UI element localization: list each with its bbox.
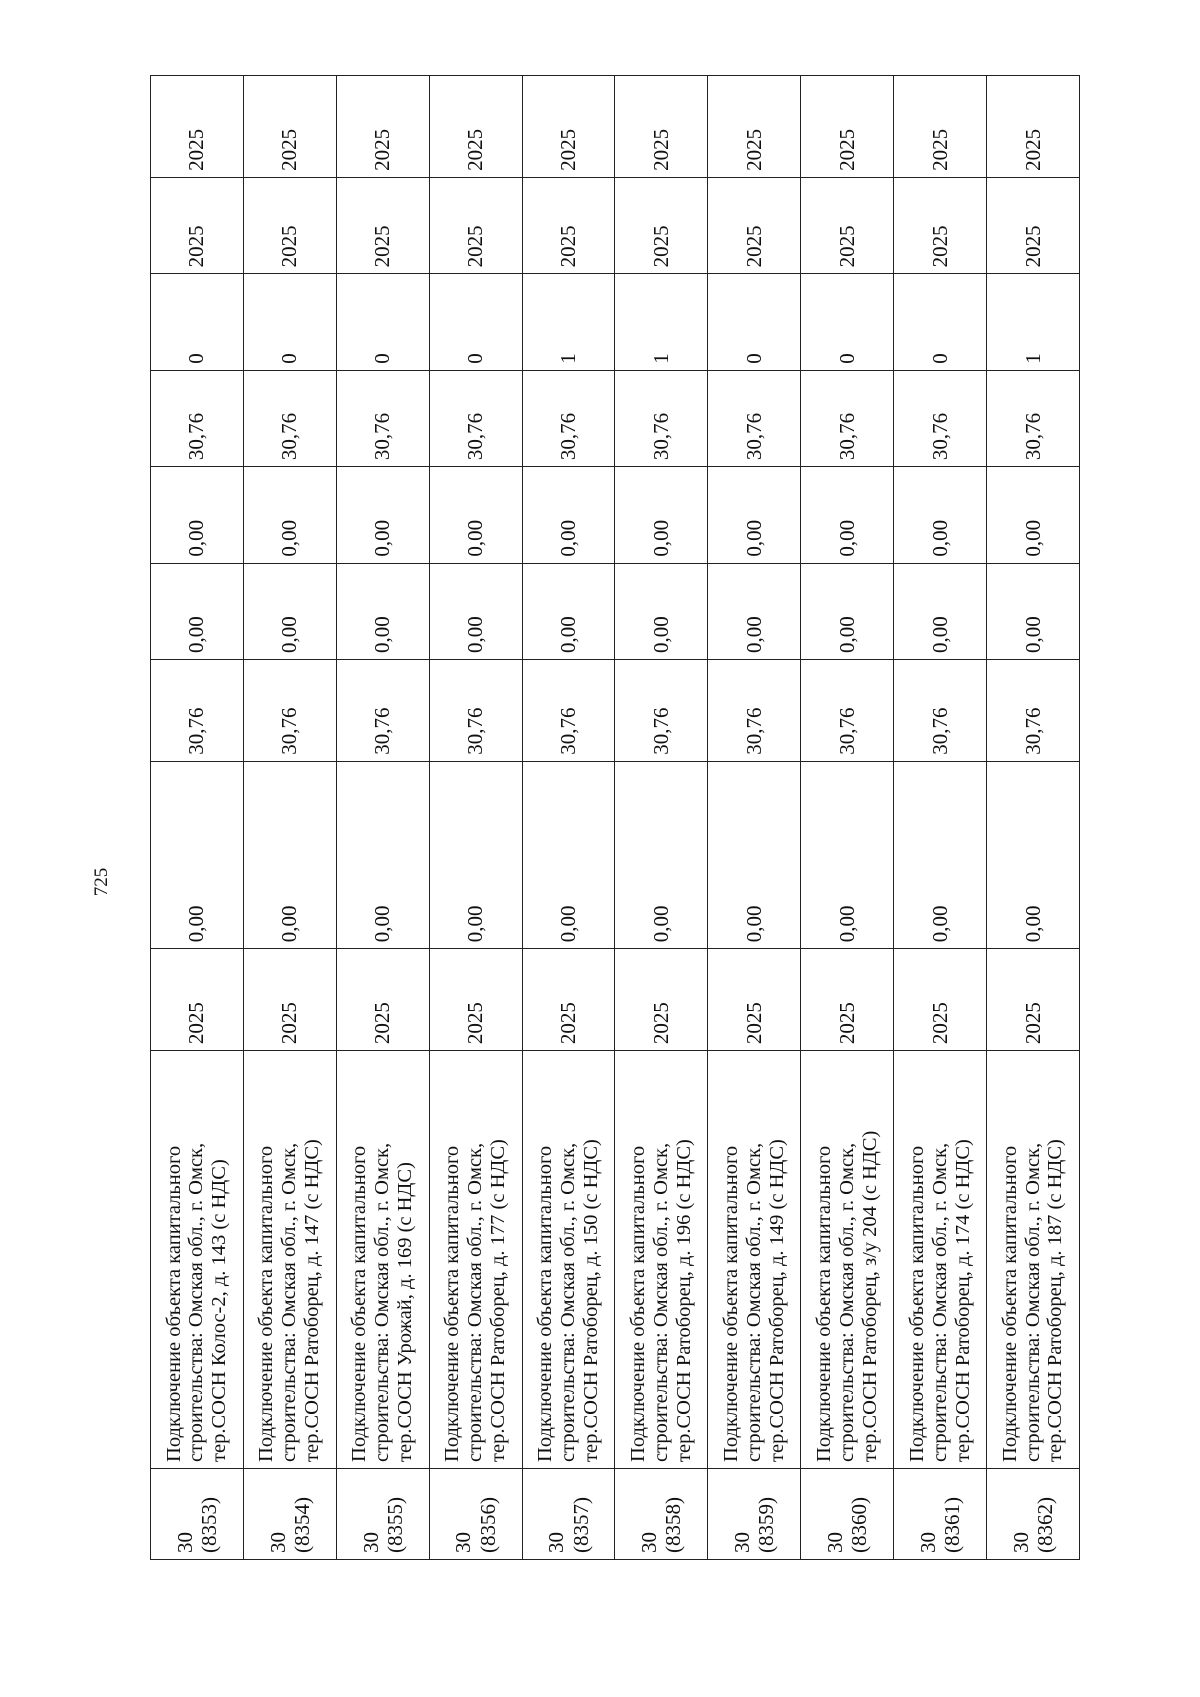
value-cell: 30,76 bbox=[151, 370, 244, 466]
row-number: 30 bbox=[915, 1532, 940, 1553]
value-cell: 0,00 bbox=[801, 563, 894, 659]
page-number: 725 bbox=[91, 867, 112, 897]
start-year-cell: 2025 bbox=[522, 177, 615, 273]
count-cell: 0 bbox=[429, 274, 522, 370]
description-cell: Подключение объекта капитального строительства: Омская обл., г. Омск, тер.СОСН Ратоборец, д. 187 (с НДС) bbox=[987, 1051, 1080, 1469]
value-cell: 0,00 bbox=[615, 563, 708, 659]
value-cell: 30,76 bbox=[429, 660, 522, 762]
value-cell: 30,76 bbox=[801, 370, 894, 466]
row-code: (8361) bbox=[940, 1497, 965, 1553]
rotated-table-container bbox=[150, 75, 1080, 1560]
value-cell: 0,00 bbox=[336, 563, 429, 659]
year-cell: 2025 bbox=[522, 949, 615, 1051]
row-number: 30 bbox=[1008, 1532, 1033, 1553]
value-cell: 0,00 bbox=[151, 563, 244, 659]
value-cell: 30,76 bbox=[522, 660, 615, 762]
value-cell: 30,76 bbox=[429, 370, 522, 466]
table-row bbox=[429, 76, 522, 1560]
row-id-cell bbox=[801, 1468, 894, 1559]
value-cell: 0,00 bbox=[708, 761, 801, 949]
row-code: (8354) bbox=[289, 1497, 314, 1553]
description-cell: Подключение объекта капитального строительства: Омская обл., г. Омск, тер.СОСН Урожай, д. 169 (с НДС) bbox=[336, 1051, 429, 1469]
year-cell: 2025 bbox=[708, 949, 801, 1051]
end-year-cell: 2025 bbox=[801, 76, 894, 178]
value-cell: 0,00 bbox=[894, 563, 987, 659]
row-id-cell bbox=[894, 1468, 987, 1559]
row-code: (8356) bbox=[475, 1497, 500, 1553]
row-code: (8360) bbox=[847, 1497, 872, 1553]
end-year-cell: 2025 bbox=[151, 76, 244, 178]
end-year-cell: 2025 bbox=[522, 76, 615, 178]
value-cell: 30,76 bbox=[336, 660, 429, 762]
table-row bbox=[522, 76, 615, 1560]
value-cell: 30,76 bbox=[987, 660, 1080, 762]
value-cell: 0,00 bbox=[522, 563, 615, 659]
row-code: (8355) bbox=[382, 1497, 407, 1553]
row-number: 30 bbox=[172, 1532, 197, 1553]
value-cell: 30,76 bbox=[615, 370, 708, 466]
count-cell: 0 bbox=[336, 274, 429, 370]
value-cell: 0,00 bbox=[243, 467, 336, 563]
year-cell: 2025 bbox=[151, 949, 244, 1051]
row-id-cell bbox=[336, 1468, 429, 1559]
table-body bbox=[151, 76, 1080, 1560]
description-cell: Подключение объекта капитального строительства: Омская обл., г. Омск, тер.СОСН Ратоборец, д. 177 (с НДС) bbox=[429, 1051, 522, 1469]
start-year-cell: 2025 bbox=[708, 177, 801, 273]
value-cell: 0,00 bbox=[151, 761, 244, 949]
year-cell: 2025 bbox=[336, 949, 429, 1051]
count-cell: 1 bbox=[615, 274, 708, 370]
end-year-cell: 2025 bbox=[708, 76, 801, 178]
value-cell: 0,00 bbox=[987, 761, 1080, 949]
table-row bbox=[894, 76, 987, 1560]
table-row bbox=[801, 76, 894, 1560]
table-row bbox=[336, 76, 429, 1560]
row-id-cell bbox=[987, 1468, 1080, 1559]
end-year-cell: 2025 bbox=[987, 76, 1080, 178]
value-cell: 0,00 bbox=[894, 761, 987, 949]
value-cell: 0,00 bbox=[708, 563, 801, 659]
count-cell: 0 bbox=[243, 274, 336, 370]
row-code: (8357) bbox=[568, 1497, 593, 1553]
value-cell: 0,00 bbox=[243, 563, 336, 659]
value-cell: 0,00 bbox=[429, 563, 522, 659]
row-number: 30 bbox=[544, 1532, 569, 1553]
year-cell: 2025 bbox=[801, 949, 894, 1051]
row-id-cell bbox=[615, 1468, 708, 1559]
row-number: 30 bbox=[358, 1532, 383, 1553]
row-code: (8353) bbox=[196, 1497, 221, 1553]
value-cell: 0,00 bbox=[615, 761, 708, 949]
value-cell: 0,00 bbox=[522, 761, 615, 949]
table-row bbox=[987, 76, 1080, 1560]
table-row bbox=[708, 76, 801, 1560]
table-row bbox=[243, 76, 336, 1560]
year-cell: 2025 bbox=[987, 949, 1080, 1051]
start-year-cell: 2025 bbox=[336, 177, 429, 273]
start-year-cell: 2025 bbox=[429, 177, 522, 273]
value-cell: 30,76 bbox=[243, 370, 336, 466]
end-year-cell: 2025 bbox=[336, 76, 429, 178]
row-id-cell bbox=[522, 1468, 615, 1559]
count-cell: 1 bbox=[522, 274, 615, 370]
start-year-cell: 2025 bbox=[151, 177, 244, 273]
investment-table bbox=[150, 75, 1080, 1560]
row-id-cell bbox=[243, 1468, 336, 1559]
count-cell: 1 bbox=[987, 274, 1080, 370]
row-code: (8362) bbox=[1033, 1497, 1057, 1553]
value-cell: 0,00 bbox=[894, 467, 987, 563]
count-cell: 0 bbox=[151, 274, 244, 370]
year-cell: 2025 bbox=[615, 949, 708, 1051]
row-number: 30 bbox=[730, 1532, 755, 1553]
description-cell: Подключение объекта капитального строительства: Омская обл., г. Омск, тер.СОСН Ратоборец, д. 149 (с НДС) bbox=[708, 1051, 801, 1469]
description-cell: Подключение объекта капитального строительства: Омская обл., г. Омск, тер.СОСН Колос-2, д. 143 (с НДС) bbox=[151, 1051, 244, 1469]
count-cell: 0 bbox=[894, 274, 987, 370]
value-cell: 0,00 bbox=[987, 467, 1080, 563]
value-cell: 0,00 bbox=[987, 563, 1080, 659]
start-year-cell: 2025 bbox=[801, 177, 894, 273]
count-cell: 0 bbox=[708, 274, 801, 370]
year-cell: 2025 bbox=[243, 949, 336, 1051]
row-number: 30 bbox=[265, 1532, 290, 1553]
description-cell: Подключение объекта капитального строительства: Омская обл., г. Омск, тер.СОСН Ратоборец, д. 174 (с НДС) bbox=[894, 1051, 987, 1469]
value-cell: 0,00 bbox=[429, 467, 522, 563]
value-cell: 30,76 bbox=[243, 660, 336, 762]
table-row bbox=[615, 76, 708, 1560]
row-number: 30 bbox=[637, 1532, 662, 1553]
row-number: 30 bbox=[451, 1532, 476, 1553]
year-cell: 2025 bbox=[894, 949, 987, 1051]
count-cell: 0 bbox=[801, 274, 894, 370]
value-cell: 30,76 bbox=[615, 660, 708, 762]
value-cell: 30,76 bbox=[801, 660, 894, 762]
value-cell: 0,00 bbox=[336, 467, 429, 563]
value-cell: 30,76 bbox=[708, 370, 801, 466]
description-cell: Подключение объекта капитального строительства: Омская обл., г. Омск, тер.СОСН Ратоборец, д. 150 (с НДС) bbox=[522, 1051, 615, 1469]
value-cell: 0,00 bbox=[429, 761, 522, 949]
value-cell: 0,00 bbox=[801, 467, 894, 563]
value-cell: 0,00 bbox=[708, 467, 801, 563]
description-cell: Подключение объекта капитального строительства: Омская обл., г. Омск, тер.СОСН Ратоборец, д. 147 (с НДС) bbox=[243, 1051, 336, 1469]
value-cell: 30,76 bbox=[151, 660, 244, 762]
value-cell: 30,76 bbox=[522, 370, 615, 466]
value-cell: 30,76 bbox=[336, 370, 429, 466]
end-year-cell: 2025 bbox=[243, 76, 336, 178]
row-id-cell bbox=[708, 1468, 801, 1559]
value-cell: 0,00 bbox=[243, 761, 336, 949]
value-cell: 0,00 bbox=[151, 467, 244, 563]
value-cell: 30,76 bbox=[894, 370, 987, 466]
row-id-cell bbox=[429, 1468, 522, 1559]
end-year-cell: 2025 bbox=[894, 76, 987, 178]
value-cell: 0,00 bbox=[615, 467, 708, 563]
start-year-cell: 2025 bbox=[615, 177, 708, 273]
row-code: (8358) bbox=[661, 1497, 686, 1553]
start-year-cell: 2025 bbox=[243, 177, 336, 273]
row-code: (8359) bbox=[754, 1497, 779, 1553]
table-row bbox=[151, 76, 244, 1560]
description-cell: Подключение объекта капитального строительства: Омская обл., г. Омск, тер.СОСН Ратоборец, з/у 204 (с НДС) bbox=[801, 1051, 894, 1469]
description-cell: Подключение объекта капитального строительства: Омская обл., г. Омск, тер.СОСН Ратоборец, д. 196 (с НДС) bbox=[615, 1051, 708, 1469]
value-cell: 30,76 bbox=[987, 370, 1080, 466]
row-id-cell bbox=[151, 1468, 244, 1559]
value-cell: 0,00 bbox=[336, 761, 429, 949]
end-year-cell: 2025 bbox=[615, 76, 708, 178]
end-year-cell: 2025 bbox=[429, 76, 522, 178]
start-year-cell: 2025 bbox=[894, 177, 987, 273]
value-cell: 0,00 bbox=[522, 467, 615, 563]
row-number: 30 bbox=[823, 1532, 848, 1553]
year-cell: 2025 bbox=[429, 949, 522, 1051]
value-cell: 30,76 bbox=[708, 660, 801, 762]
value-cell: 30,76 bbox=[894, 660, 987, 762]
start-year-cell: 2025 bbox=[987, 177, 1080, 273]
value-cell: 0,00 bbox=[801, 761, 894, 949]
